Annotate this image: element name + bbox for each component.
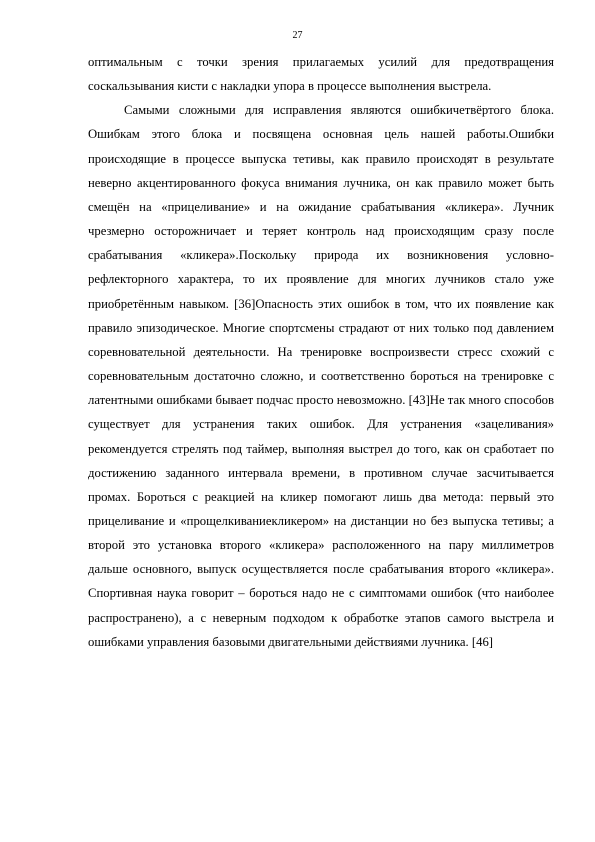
paragraph-main: Самыми сложными для исправления являются ошибкичетвёртого блока. Ошибкам этого блока и посвящена основная цель нашей работы.Ошибки происходящие в процессе выпуска тетивы, как правило происходят в результате неверно акцентированного фокуса внимания лучника, он как правило может быть смещён на «прицеливание» и на ожидание срабатывания «кликера». Лучник чрезмерно осторожничает и теряет контроль над происходящим сразу после срабатывания «кликера».Поскольку природа их возникновения условно-рефлекторного характера, то их проявление для многих лучников стало уже приобретённым навыком. [36]Опасность этих ошибок в том, что их появление как правило эпизодическое. Многие спортсмены страдают от них только под давлением соревновательной деятельности. На тренировке воспроизвести стресс схожий с соревновательным достаточно сложно, и соответственно бороться на тренировке с латентными ошибками бывает подчас просто невозможно. [43]Не так много способов существует для устранения таких ошибок. Для устранения «зацеливания» рекомендуется стрелять под таймер, выполняя выстрел до того, как он сработает по достижению заданного интервала времени, в противном случае засчитывается промах. Бороться с реакцией на кликер помогают лишь два метода: первый это прицеливание и «прощелкиваниекликером» на дистанции но без выпуска тетивы; а второй это установка второго «кликера» расположенного на пару миллиметров дальше основного, выпуск осуществляется после срабатывания второго «кликера». Спортивная наука говорит – бороться надо не с симптомами ошибок (что наиболее распространено), а с неверным подходом к обработке этапов самого выстрела и ошибками управления базовыми двигательными действиями лучника. [46] <box>88 103 554 649</box>
page-number: 27 <box>292 30 303 41</box>
paragraph-continuation: оптимальным с точки зрения прилагаемых усилий для предотвращения соскальзывания кисти с накладки упора в процессе выполнения выстрела. <box>88 55 554 94</box>
document-body <box>88 50 554 654</box>
